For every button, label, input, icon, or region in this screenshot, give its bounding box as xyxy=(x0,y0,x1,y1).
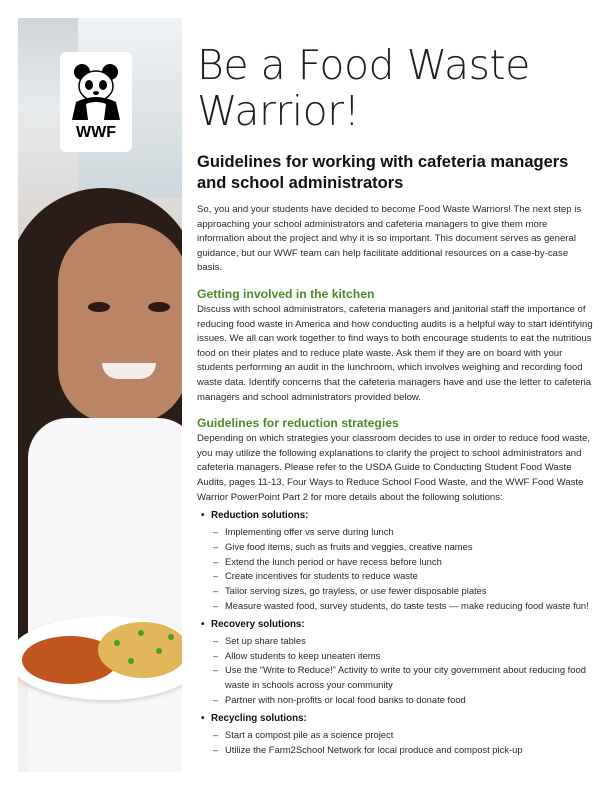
list-item: – Start a compost pile as a science project xyxy=(213,728,593,743)
list-item xyxy=(203,509,593,614)
recovery-sublist xyxy=(211,634,593,708)
solution-label-recycling: Recycling solutions: xyxy=(211,712,307,724)
list-item: – Allow students to keep uneaten items xyxy=(213,649,593,664)
list-item xyxy=(203,712,593,758)
list-item: – Use the “Write to Reduce!” Activity to write to your city government about reducing food waste in schools across your community xyxy=(213,663,593,693)
section-body-strategies: Depending on which strategies your classroom decides to use in order to reduce food waste, you may utilize the following explanations to clarify the project to school administrators and cafeteria managers. Please refer to the USDA Guide to Conducting Student Food Waste Audits, pages 11-13, Four Ways to Reduce School Food Waste, and the WWF Food Waste Warrior PowerPoint Part 2 for more details about the following solutions: xyxy=(197,433,591,503)
list-item: – Give food items, such as fruits and veggies, creative names xyxy=(213,540,593,555)
list-item xyxy=(203,618,593,708)
list-item: – Set up share tables xyxy=(213,634,593,649)
recycling-sublist xyxy=(211,728,593,758)
panda-icon xyxy=(68,62,124,122)
list-item: – Tailor serving sizes, go trayless, or use fewer disposable plates xyxy=(213,584,593,599)
section-body-kitchen: Discuss with school administrators, cafeteria managers and janitorial staff the importance of reducing food waste in America and how conducting audits is a helpful way to start identifying issues. We all can work together to find ways to both encourage students to eat the nutritious food on their plates and to reduce plate waste. Ask them if they are on board with your students performing an audit in the lunchroom, which involves weighing and recording food waste data. Identify concerns that the cafeteria managers have and use the letter to cafeteria managers and school administrators provided below. xyxy=(197,303,593,403)
list-item: – Partner with non-profits or local food banks to donate food xyxy=(213,693,593,708)
page-title: Be a Food Waste Warrior! xyxy=(197,41,530,135)
list-item: – Utilize the Farm2School Network for local produce and compost pick-up xyxy=(213,743,593,758)
photo-face xyxy=(58,223,182,423)
solutions-list xyxy=(197,509,593,757)
list-item: – Implementing offer vs serve during lunch xyxy=(213,525,593,540)
wwf-logo xyxy=(60,52,132,152)
section-heading-strategies: Guidelines for reduction strategies xyxy=(197,416,399,431)
solution-label-reduction: Reduction solutions: xyxy=(211,510,309,522)
reduction-sublist xyxy=(211,525,593,614)
solution-label-recovery: Recovery solutions: xyxy=(211,618,305,630)
list-item: – Create incentives for students to reduce waste xyxy=(213,569,593,584)
list-item: – Measure wasted food, survey students, do taste tests — make reducing food waste fun! xyxy=(213,599,593,614)
intro-paragraph: So, you and your students have decided to become Food Waste Warriors! The next step is approaching your school administrators and cafeteria managers to give them more information about the project and why it is so important. This document serves as general guidance, but our WWF team can help facilitate additional resources on a case-by-case basis. xyxy=(197,204,582,274)
document-body xyxy=(197,42,593,761)
list-item: – Extend the lunch period or have recess before lunch xyxy=(213,555,593,570)
wwf-wordmark: WWF xyxy=(76,124,116,141)
section-heading-kitchen: Getting involved in the kitchen xyxy=(197,286,375,301)
page-subtitle: Guidelines for working with cafeteria managers and school administrators xyxy=(197,153,569,192)
